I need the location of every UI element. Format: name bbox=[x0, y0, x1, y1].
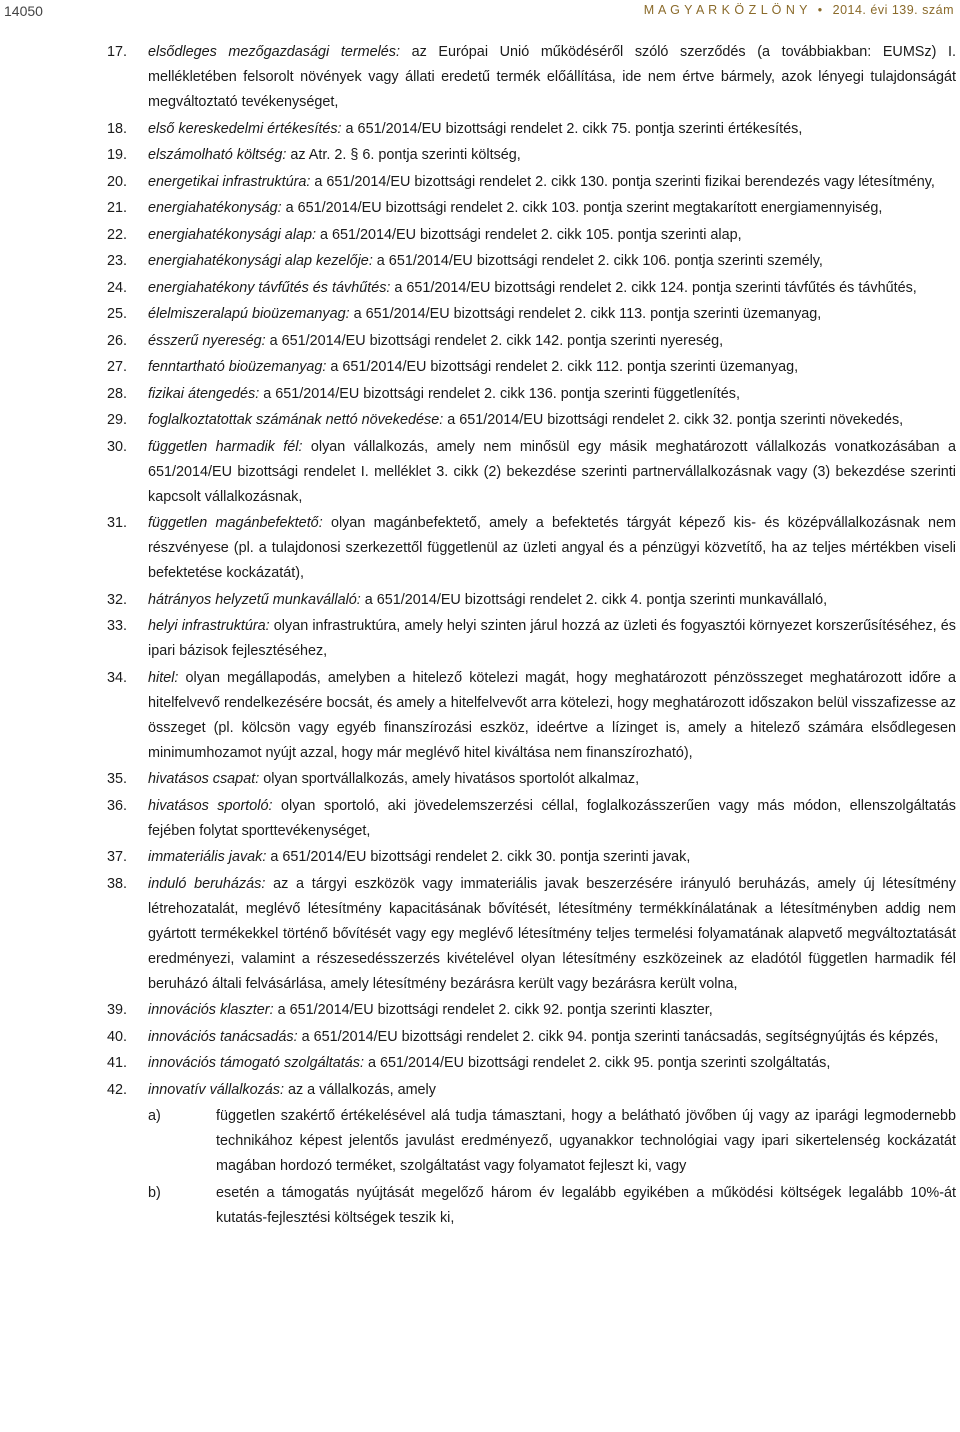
definition-text: a 651/2014/EU bizottsági rendelet 2. cikk 142. pontja szerinti nyereség, bbox=[265, 332, 724, 349]
defined-term: hivatásos csapat: bbox=[148, 771, 260, 787]
item-number: 41. bbox=[107, 1055, 128, 1071]
definition-text: az a vállalkozás, amely bbox=[283, 1081, 436, 1098]
definition-item bbox=[0, 1025, 960, 1050]
definition-text: a 651/2014/EU bizottsági rendelet 2. cikk 124. pontja szerinti távfűtés és távhűtés, bbox=[390, 279, 917, 296]
defined-term: elsődleges mezőgazdasági termelés: bbox=[148, 44, 400, 60]
defined-term: innovációs támogató szolgáltatás: bbox=[148, 1055, 364, 1071]
item-number: 24. bbox=[107, 279, 128, 296]
defined-term: fenntartható bioüzemanyag: bbox=[148, 359, 327, 375]
definition-text: olyan vállalkozás, amely nem minősül egy másik meghatározott vállalkozás vonatkozásában a 651/2014/EU bizottsági rendelet I. melléklet 3. cikk (2) bekezdése szerinti partnervállalkozásnak vagy (3) bekezdése szerinti kapcsolt vállalkozásnak, bbox=[148, 438, 956, 505]
definition-text: a 651/2014/EU bizottsági rendelet 2. cikk 130. pontja szerinti fizikai berendezés vagy létesítmény, bbox=[310, 173, 935, 190]
defined-term: elszámolható költség: bbox=[148, 147, 287, 163]
item-number: 30. bbox=[107, 438, 128, 455]
defined-term: független magánbefektető: bbox=[148, 515, 323, 531]
definition-text: az Atr. 2. § 6. pontja szerinti költség, bbox=[286, 147, 521, 163]
item-number: 18. bbox=[107, 120, 128, 137]
item-number: 40. bbox=[107, 1028, 128, 1045]
defined-term: energetikai infrastruktúra: bbox=[148, 173, 311, 190]
definition-text: olyan magánbefektető, amely a befektetés tárgyát képező kis- és középvállalkozásnak nem részvényese (pl. a tulajdonosi szerkezettől függetlenül az üzleti angyal és a pénzügyi közvetítő, ha az teljes mértékben viseli befektetése kockázatát), bbox=[148, 515, 957, 581]
definition-item bbox=[0, 408, 960, 433]
sub-item-label: a) bbox=[148, 1108, 161, 1124]
item-number: 20. bbox=[107, 173, 128, 190]
item-number: 32. bbox=[107, 591, 128, 608]
item-number: 35. bbox=[107, 771, 128, 787]
item-number: 37. bbox=[107, 849, 128, 865]
definition-text: a 651/2014/EU bizottsági rendelet 2. cikk 95. pontja szerinti szolgáltatás, bbox=[364, 1055, 831, 1071]
definition-item bbox=[0, 998, 960, 1023]
defined-term: első kereskedelmi értékesítés: bbox=[148, 120, 342, 137]
definition-text: a 651/2014/EU bizottsági rendelet 2. cikk 94. pontja szerinti tanácsadás, segítségnyújtás és képzés, bbox=[297, 1028, 939, 1045]
definition-text: a 651/2014/EU bizottsági rendelet 2. cikk 112. pontja szerinti üzemanyag, bbox=[326, 359, 799, 375]
defined-term: fizikai átengedés: bbox=[148, 385, 260, 402]
sub-item bbox=[0, 1181, 960, 1231]
item-number: 21. bbox=[107, 200, 128, 216]
definition-text: olyan sportvállalkozás, amely hivatásos sportolót alkalmaz, bbox=[259, 771, 640, 787]
sub-item bbox=[0, 1104, 960, 1179]
item-number: 29. bbox=[107, 412, 128, 428]
defined-term: ésszerű nyereség: bbox=[148, 332, 266, 349]
defined-term: hivatásos sportoló: bbox=[148, 797, 273, 814]
item-number: 31. bbox=[107, 515, 128, 531]
item-number: 42. bbox=[107, 1081, 128, 1098]
definitions-list bbox=[0, 40, 960, 1232]
defined-term: immateriális javak: bbox=[148, 849, 267, 865]
issue-label: 2014. évi 139. szám bbox=[832, 3, 954, 17]
definition-item bbox=[0, 223, 960, 248]
definition-item bbox=[0, 435, 960, 510]
defined-term: energiahatékonysági alap: bbox=[148, 226, 317, 243]
definition-text: a 651/2014/EU bizottsági rendelet 2. cikk 113. pontja szerinti üzemanyag, bbox=[349, 306, 822, 322]
definition-item bbox=[0, 117, 960, 142]
publication-info bbox=[644, 3, 954, 17]
item-number: 27. bbox=[107, 359, 128, 375]
defined-term: élelmiszeralapú bioüzemanyag: bbox=[148, 306, 350, 322]
definition-item bbox=[0, 1078, 960, 1103]
definition-text: az Európai Unió működéséről szóló szerződés (a továbbiakban: EUMSz) I. mellékletében felsorolt növények vagy állati eredetű termék előállítása, ide nem értve bármely, azok lényegi tulajdonságát megváltoztató tevékenységet, bbox=[148, 44, 956, 110]
definition-item bbox=[0, 355, 960, 380]
definition-text: a 651/2014/EU bizottsági rendelet 2. cikk 4. pontja szerinti munkavállaló, bbox=[360, 591, 828, 608]
definition-item bbox=[0, 794, 960, 844]
sub-item-text: független szakértő értékelésével alá tudja támasztani, hogy a belátható jövőben új vagy az iparági legmodernebb technikához képest jelentős javulást eredményező, ugyanakkor technológiai vagy ipari sikertelenség kockázatát magában hordozó terméket, szolgáltatást vagy folyamatot fejleszt ki, vagy bbox=[216, 1108, 956, 1174]
definition-item bbox=[0, 872, 960, 997]
definition-item bbox=[0, 666, 960, 766]
defined-term: hitel: bbox=[148, 669, 179, 686]
definition-text: a 651/2014/EU bizottsági rendelet 2. cikk 103. pontja szerint megtakarított energiamennyiség, bbox=[281, 200, 883, 216]
definition-item bbox=[0, 845, 960, 870]
page-header bbox=[0, 0, 960, 22]
item-number: 33. bbox=[107, 618, 128, 634]
definition-item bbox=[0, 511, 960, 586]
definition-text: olyan sportoló, aki jövedelemszerzési céllal, foglalkozásszerűen vagy más módon, ellenszolgáltatás fejében folytat sporttevékenységet, bbox=[148, 797, 956, 839]
definition-item bbox=[0, 382, 960, 407]
item-number: 26. bbox=[107, 332, 128, 349]
bullet-separator: • bbox=[817, 3, 823, 17]
definition-item bbox=[0, 1051, 960, 1076]
defined-term: hátrányos helyzetű munkavállaló: bbox=[148, 591, 361, 608]
defined-term: foglalkoztatottak számának nettó növekedése: bbox=[148, 412, 444, 428]
definition-item bbox=[0, 249, 960, 274]
item-number: 22. bbox=[107, 226, 128, 243]
item-number: 28. bbox=[107, 385, 128, 402]
definition-item bbox=[0, 196, 960, 221]
defined-term: innovációs tanácsadás: bbox=[148, 1028, 298, 1045]
definition-item bbox=[0, 170, 960, 195]
definition-text: a 651/2014/EU bizottsági rendelet 2. cikk 105. pontja szerinti alap, bbox=[316, 226, 742, 243]
definition-text: olyan infrastruktúra, amely helyi szinten járul hozzá az üzleti és fogyasztói környezet korszerűsítéséhez, és ipari bázisok fejlesztéséhez, bbox=[148, 618, 956, 659]
item-number: 17. bbox=[107, 44, 128, 60]
defined-term: független harmadik fél: bbox=[148, 438, 303, 455]
defined-term: induló beruházás: bbox=[148, 875, 266, 892]
sub-item-text: esetén a támogatás nyújtását megelőző három év legalább egyikében a működési költségek legalább 10%-át kutatás-fejlesztési költségek teszik ki, bbox=[216, 1184, 956, 1226]
definition-item bbox=[0, 302, 960, 327]
sub-item-label: b) bbox=[148, 1184, 161, 1201]
item-number: 19. bbox=[107, 147, 128, 163]
definition-item bbox=[0, 614, 960, 664]
item-number: 36. bbox=[107, 797, 128, 814]
definition-item bbox=[0, 329, 960, 354]
definition-text: olyan megállapodás, amelyben a hitelező kötelezi magát, hogy meghatározott pénzösszeget meghatározott időre a hitelfelvevő rendelkezésére bocsát, és amely a hitelfelvevőt arra kötelezi, hogy meghatározott időszakon belül visszafizesse az összeget (pl. kölcsön vagy egyéb finanszírozási eszköz, ideértve a lízinget is, amely a hitelező számára elsődlegesen minimumhozamot nyújt azzal, hogy már meglévő hitel kiváltása nem finanszírozható), bbox=[148, 669, 956, 761]
defined-term: innovatív vállalkozás: bbox=[148, 1081, 284, 1098]
definition-text: a 651/2014/EU bizottsági rendelet 2. cikk 106. pontja szerinti személy, bbox=[372, 253, 823, 269]
defined-term: energiahatékony távfűtés és távhűtés: bbox=[148, 279, 391, 296]
item-number: 38. bbox=[107, 875, 128, 892]
item-number: 39. bbox=[107, 1002, 128, 1018]
item-number: 25. bbox=[107, 306, 128, 322]
definition-item bbox=[0, 143, 960, 168]
definition-text: a 651/2014/EU bizottsági rendelet 2. cikk 92. pontja szerinti klaszter, bbox=[273, 1002, 713, 1018]
defined-term: energiahatékonysági alap kezelője: bbox=[148, 253, 373, 269]
definition-text: a 651/2014/EU bizottsági rendelet 2. cikk 136. pontja szerinti függetlenítés, bbox=[259, 385, 740, 402]
definition-item bbox=[0, 40, 960, 115]
definition-text: a 651/2014/EU bizottsági rendelet 2. cikk 30. pontja szerinti javak, bbox=[266, 849, 691, 865]
item-number: 23. bbox=[107, 253, 128, 269]
page-number: 14050 bbox=[4, 3, 43, 19]
defined-term: innovációs klaszter: bbox=[148, 1002, 274, 1018]
defined-term: helyi infrastruktúra: bbox=[148, 618, 270, 634]
defined-term: energiahatékonyság: bbox=[148, 200, 282, 216]
definition-text: a 651/2014/EU bizottsági rendelet 2. cikk 32. pontja szerinti növekedés, bbox=[443, 412, 904, 428]
item-number: 34. bbox=[107, 669, 128, 686]
definition-text: a 651/2014/EU bizottsági rendelet 2. cikk 75. pontja szerinti értékesítés, bbox=[341, 120, 803, 137]
definition-item bbox=[0, 276, 960, 301]
definition-item bbox=[0, 588, 960, 613]
publication-title: M A G Y A R K Ö Z L Ö N Y bbox=[643, 3, 808, 17]
definition-item bbox=[0, 767, 960, 792]
definition-text: az a tárgyi eszközök vagy immateriális javak beszerzésére irányuló beruházás, amely új létesítmény létrehozatalát, meglévő létesítmény kapacitásának bővítését, létesítmény termékkínálatának a létesítményben addig nem gyártott termékekkel történő bővítését vagy egy meglévő létesítmény teljes termelési folyamatának alapvető megváltoztatását eredményezi, valamint a részesedésszerzés kivételével olyan létesítmény eszközeinek az eladótól független harmadik fél beruházó általi felvásárlása, amely létesítmény bezárásra került vagy bezárásra került volna, bbox=[148, 875, 957, 992]
